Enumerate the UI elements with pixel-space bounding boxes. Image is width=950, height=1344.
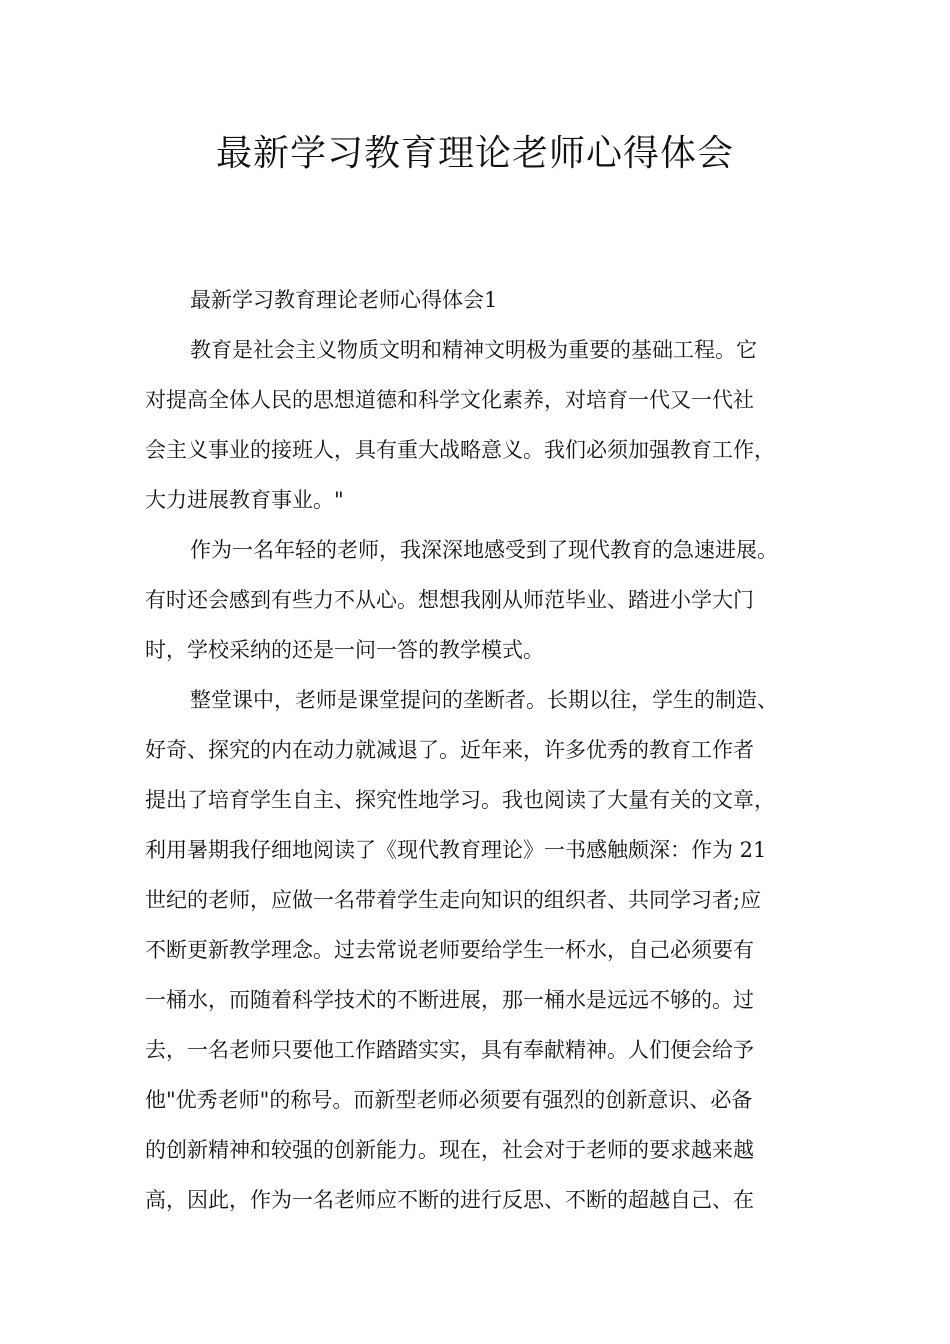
paragraph-line: 作为一名年轻的老师，我深深地感受到了现代教育的急速进展。 (190, 538, 778, 562)
paragraph-line: 好奇、探究的内在动力就减退了。近年来，许多优秀的教育工作者 (145, 738, 754, 762)
document-body (145, 275, 815, 1225)
paragraph-line: 的创新精神和较强的创新能力。现在，社会对于老师的要求越来越 (145, 1138, 754, 1162)
document-title: 最新学习教育理论老师心得体会 (215, 133, 734, 174)
paragraph-line: 一桶水，而随着科学技术的不断进展，那一桶水是远远不够的。过 (145, 988, 754, 1012)
paragraph-3 (145, 675, 815, 1225)
paragraph-2 (145, 525, 815, 675)
paragraph-line: 他"优秀老师"的称号。而新型老师必须要有强烈的创新意识、必备 (145, 1088, 753, 1112)
paragraph-line: 整堂课中，老师是课堂提问的垄断者。长期以往，学生的制造、 (190, 688, 778, 712)
paragraph-line: 提出了培育学生自主、探究性地学习。我也阅读了大量有关的文章， (145, 788, 775, 812)
paragraph-line: 不断更新教学理念。过去常说老师要给学生一杯水，自己必须要有 (145, 938, 754, 962)
paragraph-line: 有时还会感到有些力不从心。想想我刚从师范毕业、踏进小学大门 (145, 588, 754, 612)
paragraph-line: 时，学校采纳的还是一问一答的教学模式。 (145, 638, 544, 662)
paragraph-line: 教育是社会主义物质文明和精神文明极为重要的基础工程。它 (190, 338, 757, 362)
paragraph-line: 去，一名老师只要他工作踏踏实实，具有奉献精神。人们便会给予 (145, 1038, 754, 1062)
paragraph-line: 利用暑期我仔细地阅读了《现代教育理论》一书感触颇深：作为 21 (145, 838, 767, 862)
paragraph-line: 大力进展教育事业。" (145, 488, 344, 512)
paragraph-1 (145, 325, 815, 525)
section-heading: 最新学习教育理论老师心得体会1 (190, 288, 498, 312)
paragraph-line: 会主义事业的接班人，具有重大战略意义。我们必须加强教育工作， (145, 438, 775, 462)
paragraph-line: 高，因此，作为一名老师应不断的进行反思、不断的超越自己、在 (145, 1188, 754, 1212)
paragraph-line: 世纪的老师，应做一名带着学生走向知识的组织者、共同学习者;应 (145, 888, 762, 912)
paragraph-line: 对提高全体人民的思想道德和科学文化素养，对培育一代又一代社 (145, 388, 754, 412)
